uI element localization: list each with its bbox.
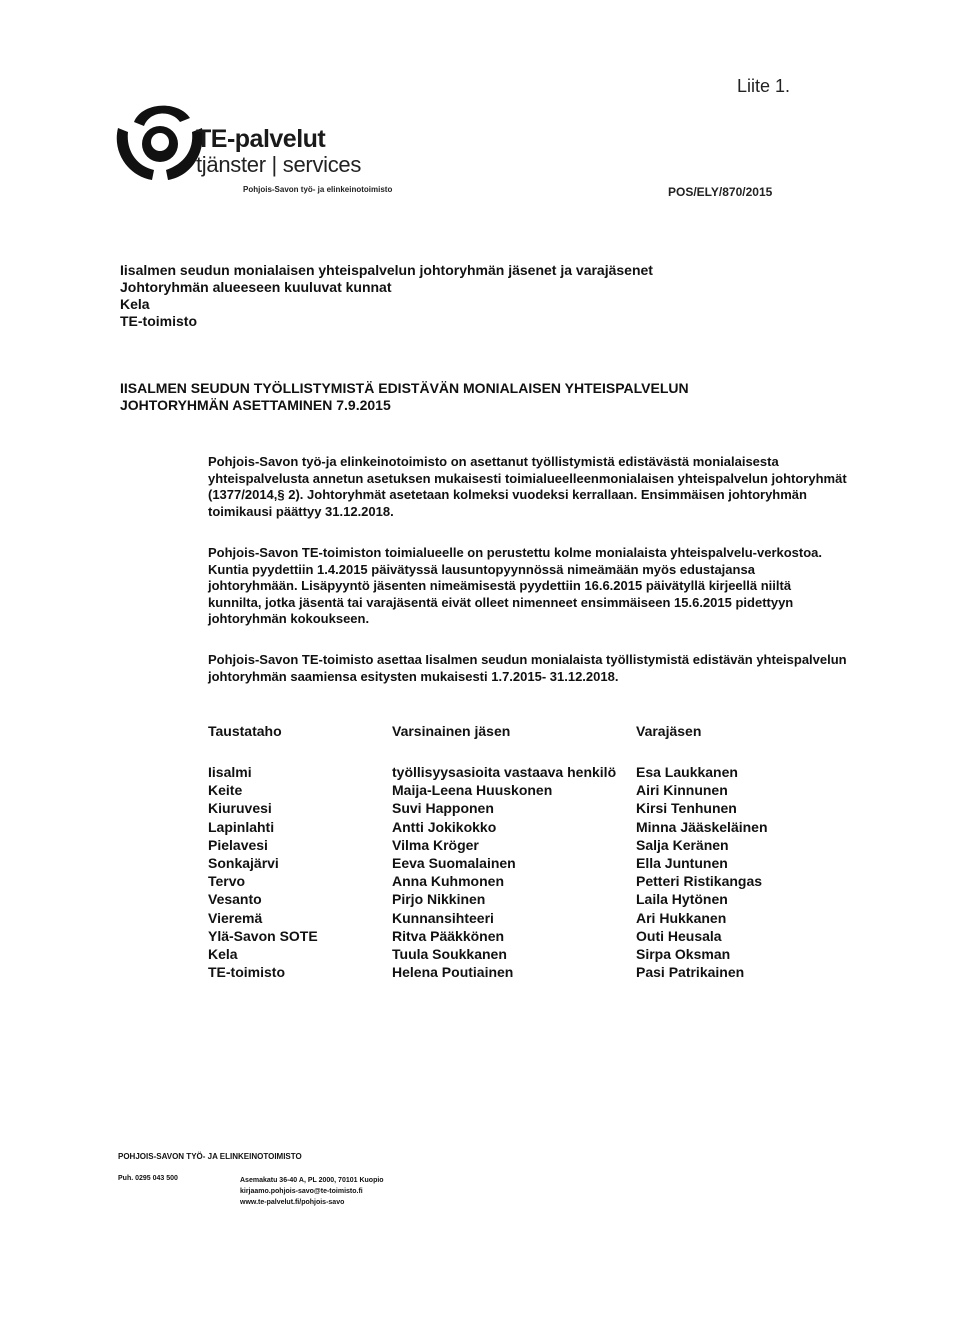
table-cell: Keite xyxy=(208,782,243,799)
table-cell: Minna Jääskeläinen xyxy=(636,818,768,835)
recipient-line: TE-toimisto xyxy=(120,313,197,329)
table-cell: Kirsi Tenhunen xyxy=(636,800,737,817)
te-palvelut-logo xyxy=(112,92,208,188)
table-cell: Kiuruvesi xyxy=(208,800,272,817)
table-row xyxy=(208,836,848,854)
footer-organization: POHJOIS-SAVON TYÖ- JA ELINKEINOTOIMISTO xyxy=(118,1152,302,1161)
paragraph-2: Pohjois-Savon TE-toimiston toimialueelle on perustettu kolme monialaista yhteispalvelu-verkostoa. Kuntia pyydettiin 1.4.2015 päivätyssä lausuntopyynnössä nimeämään myös edustajansa johtoryhmään. Lisäpyyntö jäsenten nimeämisestä pyydettiin 16.6.2015 päivätyllä kirjeellä niiltä kunnilta, jotka jäsentä tai varajäsentä eivät olleet nimenneet ensimmäiseen 15.6.2015 pidettyyn johtoryhmän kokoukseen. xyxy=(208,545,823,626)
table-cell: Eeva Suomalainen xyxy=(392,854,516,871)
table-row xyxy=(208,763,848,781)
table-cell: Tervo xyxy=(208,873,246,890)
table-header xyxy=(208,723,848,763)
table-cell: Outi Heusala xyxy=(636,927,722,944)
paragraph-3: Pohjois-Savon TE-toimisto asettaa Iisalmen seudun monialaista työllistymistä edistävän yhteispalvelun johtoryhmän saamiensa esitysten mukaisesti 1.7.2015- 31.12.2018. xyxy=(208,652,847,684)
table-cell: Sonkajärvi xyxy=(208,854,279,871)
table-cell: työllisyysasioita vastaava henkilö xyxy=(392,764,617,780)
table-cell: Ella Juntunen xyxy=(636,854,728,871)
footer-phone: Puh. 0295 043 500 xyxy=(118,1175,178,1182)
table-cell: TE-toimisto xyxy=(208,964,285,981)
table-cell: Ritva Pääkkönen xyxy=(392,927,505,944)
table-cell: Pielavesi xyxy=(208,836,268,853)
table-row xyxy=(208,909,848,927)
table-cell: Anna Kuhmonen xyxy=(392,873,504,890)
organization-name: Pohjois-Savon työ- ja elinkeinotoimisto xyxy=(243,185,393,194)
table-cell: Pasi Patrikainen xyxy=(636,964,745,981)
table-row xyxy=(208,818,848,836)
table-cell: Petteri Ristikangas xyxy=(636,873,763,890)
table-row xyxy=(208,927,848,945)
table-row xyxy=(208,890,848,908)
column-header: Varajäsen xyxy=(636,723,702,739)
attachment-label: Liite 1. xyxy=(737,76,791,96)
table-cell: Vesanto xyxy=(208,891,262,908)
table-row xyxy=(208,945,848,963)
table-cell: Laila Hytönen xyxy=(636,891,728,908)
heading-line-1: IISALMEN SEUDUN TYÖLLISTYMISTÄ EDISTÄVÄN MONIALAISEN YHTEISPALVELUN xyxy=(120,380,689,396)
reference-number: POS/ELY/870/2015 xyxy=(668,185,773,199)
table-cell: Lapinlahti xyxy=(208,818,275,835)
recipients-block xyxy=(120,262,653,330)
table-cell: Salja Keränen xyxy=(636,836,729,853)
table-cell: Vilma Kröger xyxy=(392,836,479,853)
brand-name: TE-palvelut xyxy=(196,125,326,153)
paragraph-1: Pohjois-Savon työ-ja elinkeinotoimisto on asettanut työllistymistä edistävästä monialaisesta yhteispalvelusta annetun asetuksen mukaisesti toimialueelleenmonialaisen yhteispalvelun johtoryhmät (1377/2014,§ 2). Johtoryhmät asetetaan kolmeksi vuodeksi kerrallaan. Ensimmäisen johtoryhmän toimikausi päättyy 31.12.2018. xyxy=(208,454,847,519)
table-row xyxy=(208,963,848,981)
table-row xyxy=(208,854,848,872)
table-body xyxy=(208,763,848,981)
recipient-line: Kela xyxy=(120,296,150,312)
table-cell: Pirjo Nikkinen xyxy=(392,891,486,908)
column-header: Taustataho xyxy=(208,723,282,739)
table-cell: Maija-Leena Huuskonen xyxy=(392,782,553,799)
document-heading xyxy=(120,380,840,414)
table-cell: Suvi Happonen xyxy=(392,800,494,817)
table-cell: Airi Kinnunen xyxy=(636,782,728,799)
table-cell: Ylä-Savon SOTE xyxy=(208,927,318,944)
table-cell: Helena Poutiainen xyxy=(392,964,514,981)
table-row xyxy=(208,872,848,890)
table-cell: Kunnansihteeri xyxy=(392,909,494,926)
footer-address: Asemakatu 36-40 A, PL 2000, 70101 Kuopio xyxy=(240,1177,384,1184)
table-cell: Kela xyxy=(208,945,238,962)
table-cell: Tuula Soukkanen xyxy=(392,945,507,962)
footer-web: www.te-palvelut.fi/pohjois-savo xyxy=(240,1199,345,1206)
footer-contact xyxy=(240,1175,384,1208)
brand-subtitle: tjänster | services xyxy=(196,152,362,177)
column-header: Varsinainen jäsen xyxy=(392,723,511,739)
recipient-line: Johtoryhmän alueeseen kuuluvat kunnat xyxy=(120,279,392,295)
table-cell: Antti Jokikokko xyxy=(392,818,497,835)
table-cell: Vieremä xyxy=(208,909,263,926)
table-row xyxy=(208,799,848,817)
heading-line-2: JOHTORYHMÄN ASETTAMINEN 7.9.2015 xyxy=(120,397,391,413)
table-cell: Ari Hukkanen xyxy=(636,909,727,926)
recipient-line: Iisalmen seudun monialaisen yhteispalvelun johtoryhmän jäsenet ja varajäsenet xyxy=(120,262,653,278)
table-cell: Sirpa Oksman xyxy=(636,945,731,962)
footer-email: kirjaamo.pohjois-savo@te-toimisto.fi xyxy=(240,1188,363,1195)
table-cell: Iisalmi xyxy=(208,764,252,780)
members-table xyxy=(208,723,848,981)
table-row xyxy=(208,781,848,799)
table-cell: Esa Laukkanen xyxy=(636,764,738,780)
